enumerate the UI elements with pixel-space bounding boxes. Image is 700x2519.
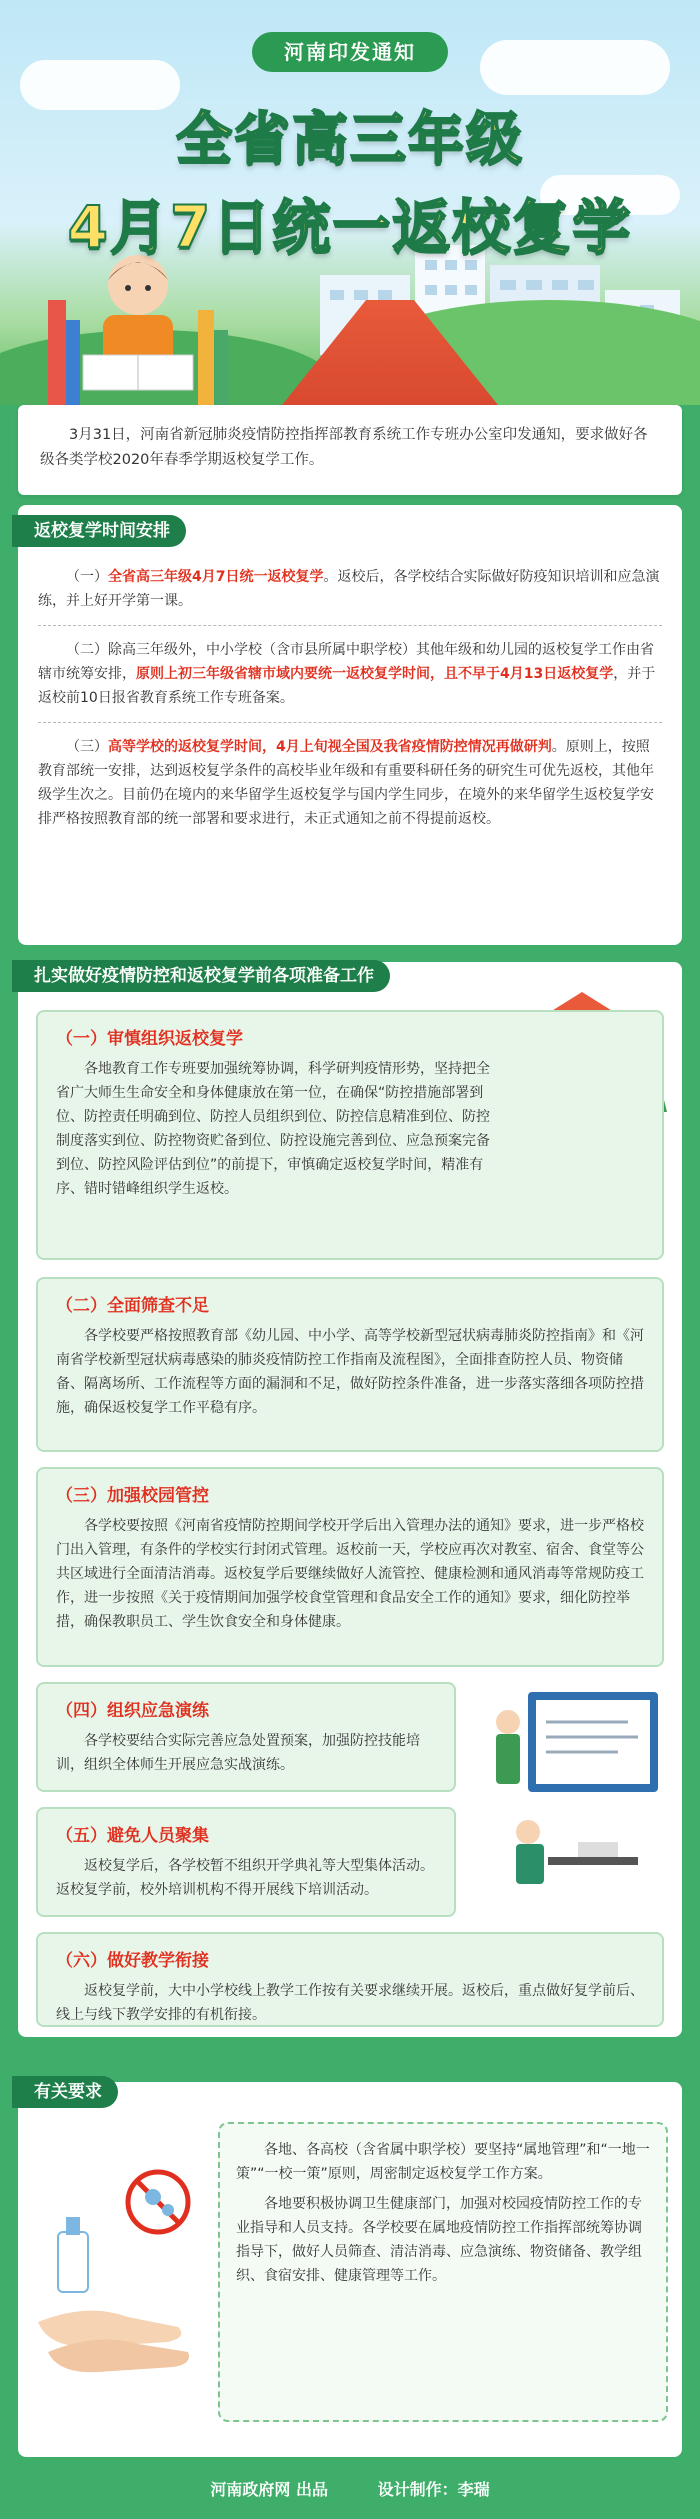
prep-card-5 — [36, 1807, 456, 1917]
para-text: （二）除高三年级外，中小学校（含市县所属中职学校）其他年级和幼儿园的返校复学工作由省辖市统筹安排， — [38, 642, 654, 682]
teacher-student-illustration — [488, 1682, 668, 1912]
highlight-text: 全省高三年级4月7日统一返校复学 — [108, 569, 324, 585]
card-body: 各地教育工作专班要加强统筹协调，科学研判疫情形势，坚持把全省广大师生生命安全和身体健康放在第一位，在确保“防控措施部署到位、防控责任明确到位、防控人员组织到位、防控信息精准到位、防控制度落实到位、防控物资贮备到位、防控设施完善到位、应急预案完备到位、防控风险评估到位”的前提下，审慎确定返校复学时间，精准有序、错时错峰组织学生返校。 — [56, 1061, 490, 1197]
schedule-paragraph-1 — [38, 553, 662, 626]
prep-card-4 — [36, 1682, 456, 1792]
schedule-paragraph-2 — [38, 626, 662, 723]
card-title: （五）避免人员聚集 — [56, 1826, 209, 1846]
reading-boy-illustration — [48, 240, 228, 405]
notice-badge: 河南印发通知 — [252, 32, 448, 72]
footer-designer: 设计制作：李瑞 — [377, 2480, 490, 2499]
para-text: （三） — [66, 739, 108, 755]
card-body: 各学校要按照《河南省疫情防控期间学校开学后出入管理办法的通知》要求，进一步严格校门出入管理，有条件的学校实行封闭式管理。返校前一天，学校应再次对教室、宿舍、食堂等公共区域进行全面清洁消毒。返校复学后要继续做好人流管控、健康检测和通风消毒等常规防疫工作，进一步按照《关于疫情期间加强学校食堂管理和食品安全工作的通知》要求，细化防控举措，确保教职员工、学生饮食安全和身体健康。 — [56, 1518, 644, 1630]
section-requirements — [18, 2082, 682, 2457]
cloud — [480, 40, 670, 95]
hand-sanitizer-illustration — [28, 2152, 208, 2382]
section-tag-preparation: 扎实做好疫情防控和返校复学前各项准备工作 — [18, 960, 390, 992]
card-title: （四）组织应急演练 — [56, 1701, 209, 1721]
page-title-line1: 全省高三年级 — [176, 107, 524, 172]
para-text: ，并于返校前10日报省教育系统工作专班备案。 — [38, 666, 656, 706]
intro-paragraph: 3月31日，河南省新冠肺炎疫情防控指挥部教育系统工作专班办公室印发通知，要求做好各级各类学校2020年春季学期返校复学工作。 — [18, 405, 682, 495]
section-tag-requirements: 有关要求 — [18, 2076, 118, 2108]
footer — [0, 2470, 700, 2519]
card-body: 各学校要严格按照教育部《幼儿园、中小学、高等学校新型冠状病毒肺炎防控指南》和《河南省学校新型冠状病毒感染的肺炎疫情防控工作指南及流程图》，全面排查防控人员、物资储备、隔离场所、工作流程等方面的漏洞和不足，做好防控条件准备，进一步落实落细各项防控措施，确保返校复学工作平稳有序。 — [56, 1328, 644, 1416]
section-schedule — [18, 505, 682, 945]
para-text: 。返校后，各学校结合实际做好防疫知识培训和应急演练，并上好开学第一课。 — [38, 569, 660, 609]
highlight-text: 高等学校的返校复学时间，4月上旬视全国及我省疫情防控情况再做研判 — [108, 739, 552, 755]
prep-card-6 — [36, 1932, 664, 2027]
prep-card-2 — [36, 1277, 664, 1452]
section-tag-schedule: 返校复学时间安排 — [18, 515, 186, 547]
card-body: 各学校要结合实际完善应急处置预案，加强防控技能培训，组织全体师生开展应急实战演练。 — [56, 1733, 420, 1773]
requirement-paragraph-1: 各地、各高校（含省属中职学校）要坚持“属地管理”和“一地一策”“一校一策”原则，周密制定返校复学工作方案。 — [236, 2142, 650, 2182]
card-title: （一）审慎组织返校复学 — [56, 1029, 243, 1049]
prep-card-1 — [36, 1010, 664, 1260]
schedule-paragraph-3 — [38, 723, 662, 843]
requirement-paragraph-2: 各地要积极协调卫生健康部门，加强对校园疫情防控工作的专业指导和人员支持。各学校要在属地疫情防控工作指挥部统筹协调指导下，做好人员筛查、清洁消毒、应急演练、物资储备、教学组织、食宿安排、健康管理等工作。 — [236, 2196, 642, 2284]
card-title: （六）做好教学衔接 — [56, 1951, 209, 1971]
section-preparation — [18, 962, 682, 2037]
hero-banner — [0, 0, 700, 405]
requirements-box — [218, 2122, 668, 2422]
para-text: （一） — [66, 569, 108, 585]
card-title: （二）全面筛查不足 — [56, 1296, 209, 1316]
highlight-text: 原则上初三年级省辖市域内要统一返校复学时间，且不早于4月13日返校复学 — [136, 666, 614, 682]
footer-producer: 河南政府网 出品 — [210, 2480, 328, 2499]
page-title-line2: 4月7日统一返校复学 — [67, 193, 633, 261]
card-body: 返校复学后，各学校暂不组织开学典礼等大型集体活动。返校复学前，校外培训机构不得开展线下培训活动。 — [56, 1858, 434, 1898]
para-text: 。原则上，按照教育部统一安排，达到返校复学条件的高校毕业年级和有重要科研任务的研究生可优先返校，其他年级学生次之。目前仍在境内的来华留学生返校复学与国内学生同步，在境外的来华留学生返校复学安排严格按照教育部的统一部署和要求进行，未正式通知之前不得提前返校。 — [38, 739, 654, 827]
prep-card-3 — [36, 1467, 664, 1667]
card-body: 返校复学前，大中小学校线上教学工作按有关要求继续开展。返校后，重点做好复学前后、线上与线下教学安排的有机衔接。 — [56, 1983, 644, 2023]
card-title: （三）加强校园管控 — [56, 1486, 209, 1506]
